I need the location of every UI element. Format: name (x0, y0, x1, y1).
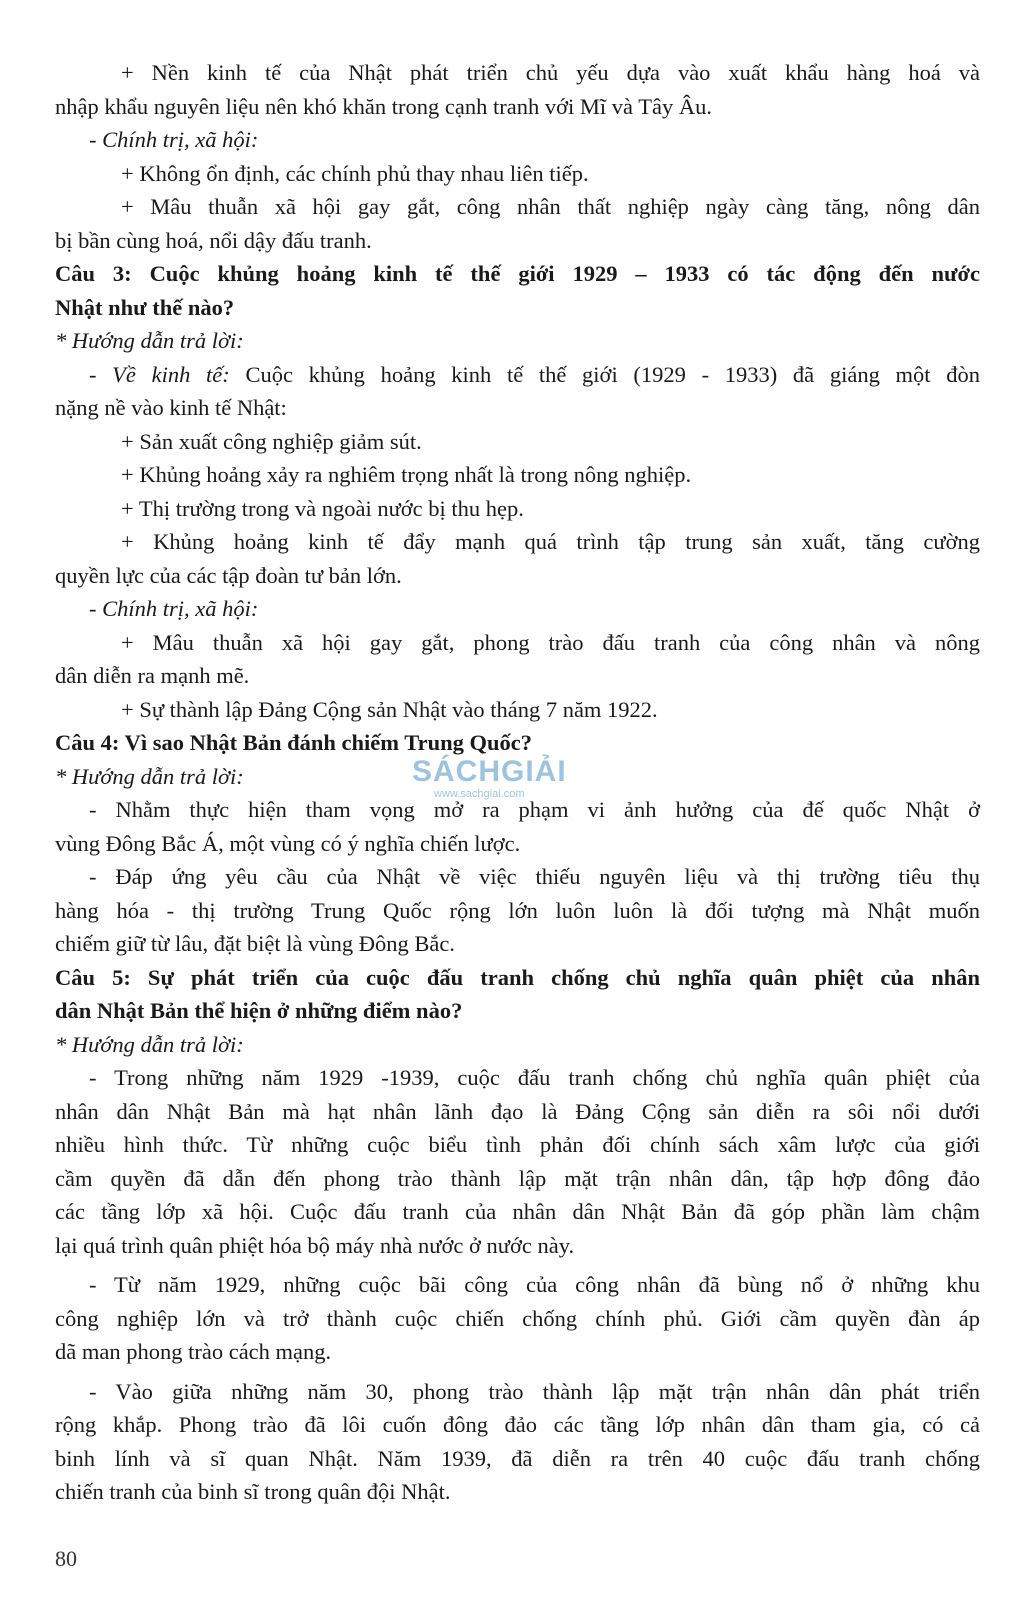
text-line: công nghiệp lớn và trở thành cuộc chiến chống chính phủ. Giới cầm quyền đàn áp (55, 1305, 980, 1331)
text-line: + Khủng hoảng kinh tế đẩy mạnh quá trình tập trung sản xuất, tăng cường (121, 529, 980, 554)
question-4-heading: Câu 4: Vì sao Nhật Bản đánh chiếm Trung Quốc? (55, 730, 532, 755)
page-number: 80 (55, 1546, 77, 1571)
text-line: cầm quyền đã dẫn đến phong trào thành lập mặt trận nhân dân, tập hợp đông đảo (55, 1165, 980, 1191)
text-line: binh lính và sĩ quan Nhật. Năm 1939, đã diễn ra trên 40 cuộc đấu tranh chống (55, 1445, 980, 1471)
text-line: nhân dân Nhật Bản mà hạt nhân lãnh đạo là Đảng Cộng sản diễn ra sôi nổi dưới (55, 1098, 980, 1124)
page-body (55, 56, 980, 1509)
question-3-heading-cont: Nhật như thế nào? (55, 294, 235, 320)
text-line: - Trong những năm 1929 -1939, cuộc đấu tranh chống chủ nghĩa quân phiệt của (89, 1065, 980, 1090)
question-3-heading: Câu 3: Cuộc khủng hoảng kinh tế thế giới 1929 – 1933 có tác động đến nước (55, 261, 980, 286)
text-line: nhiều hình thức. Từ những cuộc biểu tình phản đối chính sách xâm lược của giới (55, 1132, 980, 1157)
watermark-url: www.sachgiai.com (434, 788, 525, 800)
text-line: hàng hóa - thị trường Trung Quốc rộng lớn luôn luôn là đối tượng mà Nhật muốn (55, 897, 980, 923)
answer-guide-label: * Hướng dẫn trả lời: (55, 328, 244, 353)
text-line: chiếm giữ từ lâu, đặt biệt là vùng Đông Bắc. (55, 931, 455, 956)
text-line: nặng nề vào kinh tế Nhật: (55, 395, 287, 420)
text-line: - Đáp ứng yêu cầu của Nhật về việc thiếu nguyên liệu và thị trường tiêu thụ (89, 864, 980, 889)
answer-guide-label: * Hướng dẫn trả lời: (55, 1031, 244, 1057)
subheading-economy: - Về kinh tế: (89, 361, 230, 387)
text-line: dân diễn ra mạnh mẽ. (55, 663, 250, 688)
watermark-logo: SÁCHGIẢI (412, 755, 567, 788)
text-line: các tầng lớp xã hội. Cuộc đấu tranh của nhân dân Nhật Bản đã góp phần làm chậm (55, 1199, 980, 1224)
text-line: - Về kinh tế: Cuộc khủng hoảng kinh tế thế giới (1929 - 1933) đã giáng một đòn (89, 361, 980, 387)
text-line: + Nền kinh tế của Nhật phát triển chủ yếu dựa vào xuất khẩu hàng hoá và (121, 60, 980, 85)
text-line: + Sản xuất công nghiệp giảm sút. (121, 428, 422, 454)
text-line: rộng khắp. Phong trào đã lôi cuốn đông đảo các tầng lớp nhân dân tham gia, có cả (55, 1412, 980, 1437)
text-line: vùng Đông Bắc Á, một vùng có ý nghĩa chiến lược. (55, 830, 521, 856)
text-line: + Không ổn định, các chính phủ thay nhau liên tiếp. (121, 160, 589, 186)
text-line: - Vào giữa những năm 30, phong trào thành lập mặt trận nhân dân phát triển (89, 1378, 980, 1404)
text-line: - Nhằm thực hiện tham vọng mở ra phạm vi ảnh hưởng của đế quốc Nhật ở (89, 797, 980, 822)
text-line: + Sự thành lập Đảng Cộng sản Nhật vào tháng 7 năm 1922. (121, 696, 658, 722)
text-line: + Mâu thuẫn xã hội gay gắt, công nhân thất nghiệp ngày càng tăng, nông dân (121, 194, 980, 219)
text-line: chiến tranh của binh sĩ trong quân đội Nhật. (55, 1479, 451, 1504)
question-5-heading: Câu 5: Sự phát triển của cuộc đấu tranh chống chủ nghĩa quân phiệt của nhân (55, 964, 980, 990)
text-line: + Mâu thuẫn xã hội gay gắt, phong trào đấu tranh của công nhân và nông (121, 629, 980, 655)
text-line: lại quá trình quân phiệt hóa bộ máy nhà nước ở nước này. (55, 1232, 575, 1258)
text-line: quyền lực của các tập đoàn tư bản lớn. (55, 562, 402, 588)
answer-guide-label: * Hướng dẫn trả lời: (55, 763, 244, 789)
text-line: dã man phong trào cách mạng. (55, 1339, 332, 1364)
text-line: + Thị trường trong và ngoài nước bị thu hẹp. (121, 495, 524, 521)
text-line: bị bần cùng hoá, nổi dậy đấu tranh. (55, 227, 372, 253)
text-line: nhập khẩu nguyên liệu nên khó khăn trong cạnh tranh với Mĩ và Tây Âu. (55, 93, 712, 119)
text-line: + Khủng hoảng xảy ra nghiêm trọng nhất là trong nông nghiệp. (121, 462, 692, 487)
question-5-heading-cont: dân Nhật Bản thể hiện ở những điểm nào? (55, 998, 463, 1023)
text-line: - Từ năm 1929, những cuộc bãi công của công nhân đã bùng nổ ở những khu (89, 1272, 980, 1297)
subheading-politics: - Chính trị, xã hội: (89, 127, 259, 152)
subheading-politics: - Chính trị, xã hội: (89, 596, 259, 621)
